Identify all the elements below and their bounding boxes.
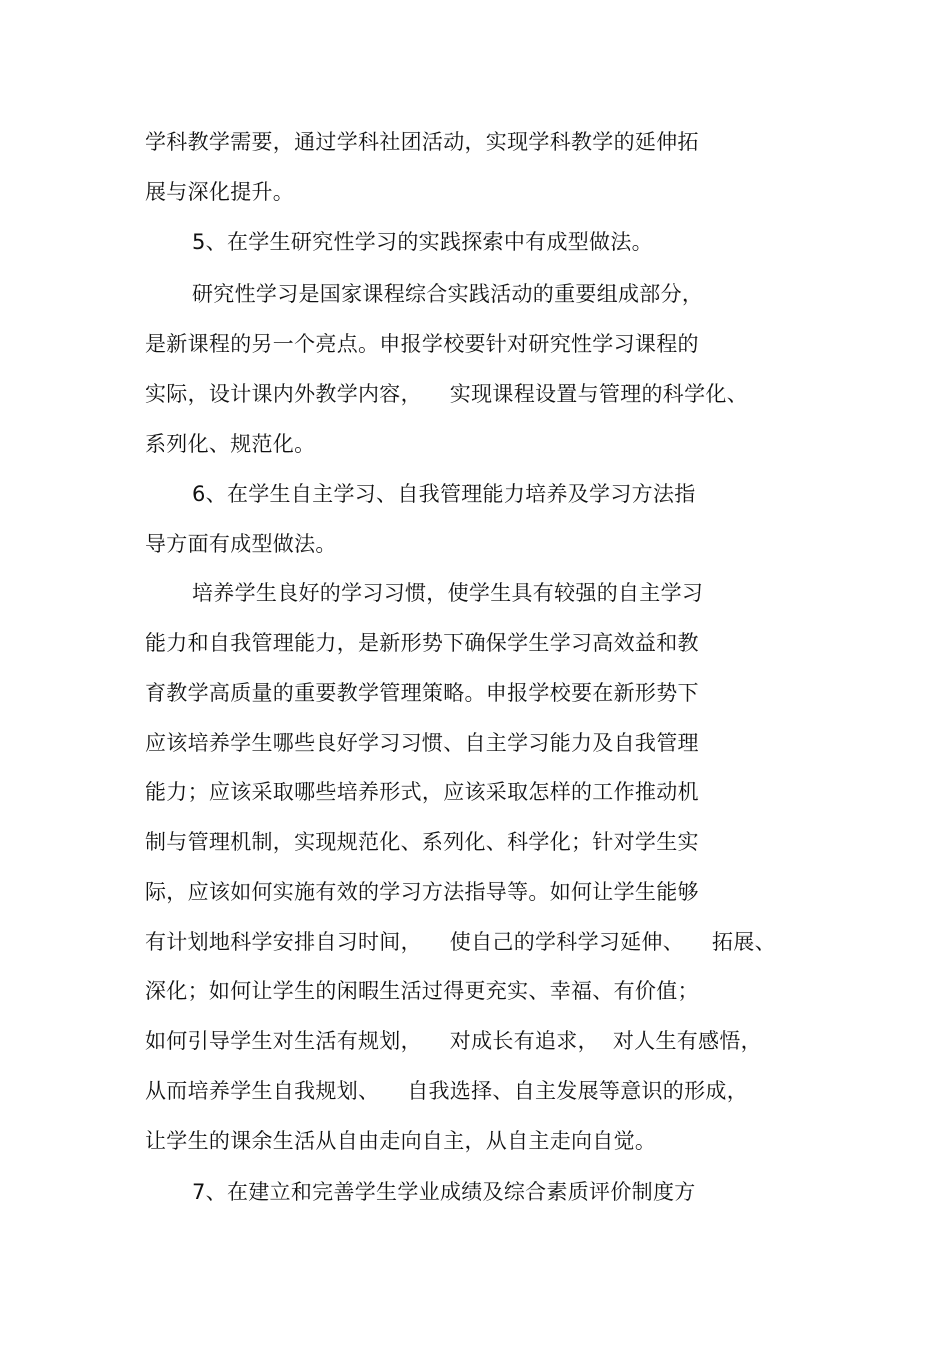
text-line: 实际，设计课内外教学内容， 实现课程设置与管理的科学化、 <box>145 382 748 406</box>
text-line: 能力；应该采取哪些培养形式，应该采取怎样的工作推动机 <box>145 780 699 804</box>
section-heading: 5、在学生研究性学习的实践探索中有成型做法。 <box>192 230 653 254</box>
text-line: 有计划地科学安排自习时间， 使自己的学科学习延伸、 拓展、 <box>145 930 776 954</box>
text-line: 育教学高质量的重要教学管理策略。申报学校要在新形势下 <box>145 681 699 705</box>
text-line: 是新课程的另一个亮点。申报学校要针对研究性学习课程的 <box>145 332 699 356</box>
text-line: 系列化、规范化。 <box>145 432 316 456</box>
text-line: 让学生的课余生活从自由走向自主，从自主走向自觉。 <box>145 1129 657 1153</box>
text-line: 深化；如何让学生的闲暇生活过得更充实、幸福、有价值； <box>145 979 699 1003</box>
text-line: 应该培养学生哪些良好学习习惯、自主学习能力及自我管理 <box>145 731 699 755</box>
section-heading: 7、在建立和完善学生学业成绩及综合素质评价制度方 <box>192 1180 696 1204</box>
paragraph-start: 培养学生良好的学习习惯，使学生具有较强的自主学习 <box>192 581 704 605</box>
text-line: 如何引导学生对生活有规划， 对成长有追求， 对人生有感悟， <box>145 1029 762 1053</box>
text-line: 际，应该如何实施有效的学习方法指导等。如何让学生能够 <box>145 880 699 904</box>
text-line: 导方面有成型做法。 <box>145 532 337 556</box>
paragraph-start: 研究性学习是国家课程综合实践活动的重要组成部分， <box>192 282 704 306</box>
text-line: 能力和自我管理能力，是新形势下确保学生学习高效益和教 <box>145 631 699 655</box>
text-line: 从而培养学生自我规划、 自我选择、自主发展等意识的形成， <box>145 1079 748 1103</box>
text-line: 制与管理机制，实现规范化、系列化、科学化；针对学生实 <box>145 830 699 854</box>
section-heading: 6、在学生自主学习、自我管理能力培养及学习方法指 <box>192 482 696 506</box>
text-line: 展与深化提升。 <box>145 180 295 204</box>
text-line: 学科教学需要，通过学科社团活动，实现学科教学的延伸拓 <box>145 130 699 154</box>
